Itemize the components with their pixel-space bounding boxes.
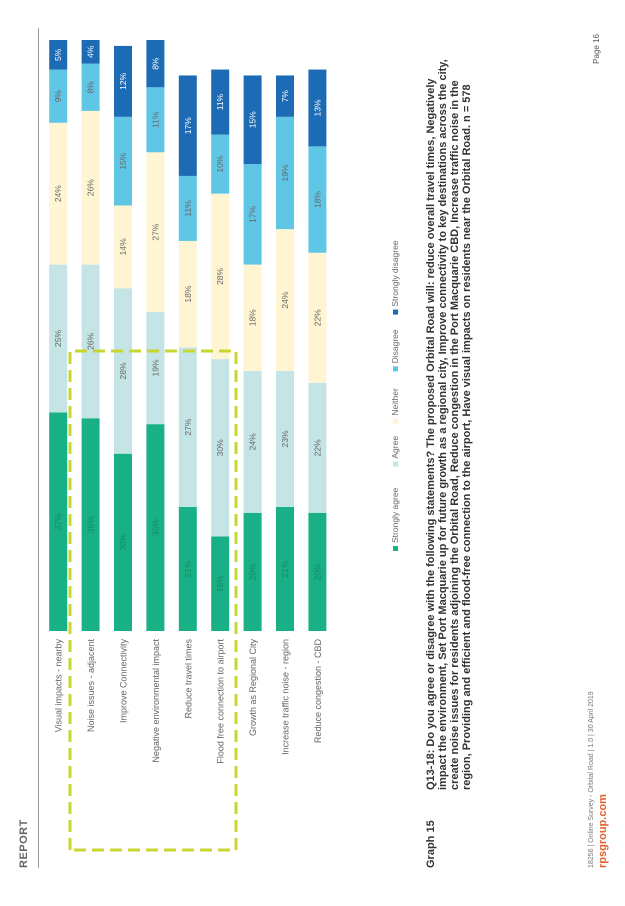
- data-label: 18%: [312, 191, 323, 209]
- chart-row: [179, 75, 197, 718]
- legend-label: Strongly disagree: [390, 240, 400, 307]
- legend-swatch: [393, 419, 398, 424]
- legend-label: Agree: [390, 435, 400, 459]
- chart-legend: [390, 240, 400, 551]
- data-label: 21%: [280, 560, 290, 578]
- data-label: 28%: [118, 362, 128, 380]
- data-label: 37%: [53, 513, 64, 531]
- chart-row: [146, 40, 164, 763]
- category-label: Reduce congestion - CBD: [312, 639, 323, 744]
- chart-row: [308, 70, 326, 744]
- footer-meta: 18256 | Online Survey - Orbital Road | 1.0 | 30 April 2019: [588, 691, 595, 868]
- data-label: 8%: [85, 81, 96, 94]
- data-label: 30%: [215, 439, 226, 457]
- legend-swatch: [393, 462, 398, 467]
- legend-label: Strongly agree: [390, 487, 400, 543]
- chart-row: [211, 70, 229, 764]
- chart-row: [49, 40, 67, 732]
- data-label: 27%: [150, 223, 161, 241]
- data-label: 17%: [247, 205, 258, 223]
- data-label: 7%: [280, 89, 290, 103]
- data-label: 35%: [150, 519, 161, 537]
- data-label: 18%: [182, 285, 193, 303]
- data-label: 26%: [85, 179, 96, 197]
- footer-site-link[interactable]: rpsgroup.com: [597, 794, 609, 868]
- graph-label: Graph 15: [425, 820, 437, 868]
- category-label: Increase traffic noise - region: [280, 639, 291, 755]
- data-label: 18%: [247, 309, 258, 327]
- data-label: 25%: [53, 329, 64, 347]
- category-label: Improve Connectivity: [118, 639, 129, 724]
- data-label: 13%: [312, 99, 323, 117]
- data-label: 20%: [247, 563, 258, 581]
- data-label: 5%: [53, 48, 64, 61]
- data-label: 26%: [85, 332, 96, 350]
- data-label: 12%: [118, 72, 128, 90]
- data-label: 8%: [150, 57, 161, 70]
- data-label: 11%: [182, 200, 193, 217]
- category-label: Noise issues - adjacent: [86, 639, 97, 733]
- data-label: 36%: [85, 516, 96, 534]
- legend-swatch: [393, 310, 398, 315]
- legend-swatch: [393, 366, 398, 371]
- data-label: 20%: [312, 563, 323, 581]
- legend-swatch: [393, 546, 398, 551]
- chart-row: [114, 46, 132, 723]
- chart-row: [276, 75, 294, 754]
- data-label: 30%: [118, 533, 128, 551]
- category-label: Visual impacts - nearby: [53, 639, 64, 733]
- data-label: 22%: [312, 439, 323, 457]
- data-label: 15%: [247, 111, 258, 129]
- page-number: Page 16: [592, 34, 601, 64]
- data-label: 11%: [215, 93, 226, 111]
- data-label: 28%: [215, 267, 226, 285]
- data-label: 19%: [150, 359, 161, 377]
- data-label: 19%: [280, 164, 290, 182]
- data-label: 27%: [182, 418, 193, 436]
- data-label: 11%: [150, 111, 161, 128]
- data-label: 10%: [215, 155, 226, 173]
- category-label: Growth as Regional City: [248, 639, 259, 737]
- data-label: 9%: [53, 89, 64, 103]
- data-label: 4%: [85, 45, 96, 58]
- category-label: Flood free connection to airport: [215, 639, 226, 764]
- report-header-label: REPORT: [18, 819, 30, 868]
- data-label: 24%: [280, 291, 290, 309]
- data-label: 14%: [118, 238, 128, 256]
- data-label: 23%: [280, 430, 290, 448]
- data-label: 17%: [182, 117, 193, 135]
- data-label: 22%: [312, 309, 323, 327]
- category-label: Negative environmental impact: [150, 639, 161, 763]
- data-label: 24%: [247, 433, 258, 451]
- data-label: 16%: [215, 575, 226, 593]
- data-label: 15%: [118, 152, 128, 170]
- data-label: 24%: [53, 185, 64, 203]
- graph-caption: Q13-18: Do you agree or disagree with the following statements? The proposed Orbital Road will: reduce overall travel times, Negatively impact the environment, Set Port Macquarie up for future growth as a regional city, Improve connectivity to key destinations across the city, create noise issues for residents adjoining the Orbital Road, Reduce congestion in the Port Macquarie CBD, Increase traffic noise in the region, Providing and efficient and flood-free connection to the airport, Have visual impacts on residents near the Orbital Road. n = 578: [425, 59, 473, 790]
- chart-row: [244, 75, 262, 736]
- legend-label: Neither: [390, 388, 400, 416]
- data-label: 21%: [182, 560, 193, 578]
- chart-rows: [49, 40, 326, 764]
- chart-row: [82, 40, 100, 732]
- legend-label: Disagree: [390, 329, 400, 364]
- category-label: Reduce travel times: [183, 639, 194, 719]
